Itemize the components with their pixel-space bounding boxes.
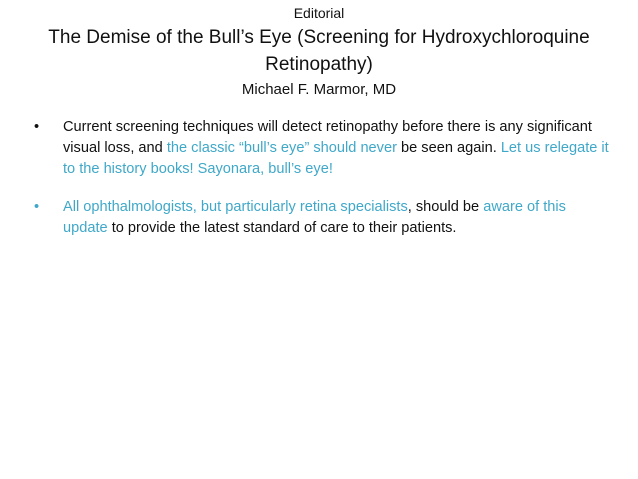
bullet-text-highlight: aware of this update (63, 199, 566, 236)
bullet-text-plain: , should be (407, 199, 484, 215)
bullet-text-highlight: All ophthalmologists, but particularly retina specialists (63, 199, 408, 215)
author-line: Michael F. Marmor, MD (241, 81, 397, 98)
editorial-label: Editorial (293, 5, 345, 21)
bullet-text-highlight: Let us relegate it to the history books! Sayonara, bull’s eye! (63, 140, 609, 177)
bullet-item-screening (34, 117, 609, 180)
bullet-dot-icon: • (34, 119, 40, 135)
bullet-text-plain: Current screening techniques will detect retinopathy before there is any significant visual loss, and (63, 119, 592, 156)
bullet-item-ophthalmologists (34, 197, 609, 239)
bullet-text-plain: be seen again. (396, 140, 501, 156)
bullet-list (34, 117, 609, 256)
bullet-text-plain: to provide the latest standard of care to their patients. (107, 220, 457, 236)
bullet-text-highlight: the classic “bull’s eye” should never (166, 140, 397, 156)
slide-title: The Demise of the Bull’s Eye (Screening for Hydroxychloroquine Retinopathy) (48, 27, 590, 75)
bullet-dot-icon: • (34, 199, 40, 215)
